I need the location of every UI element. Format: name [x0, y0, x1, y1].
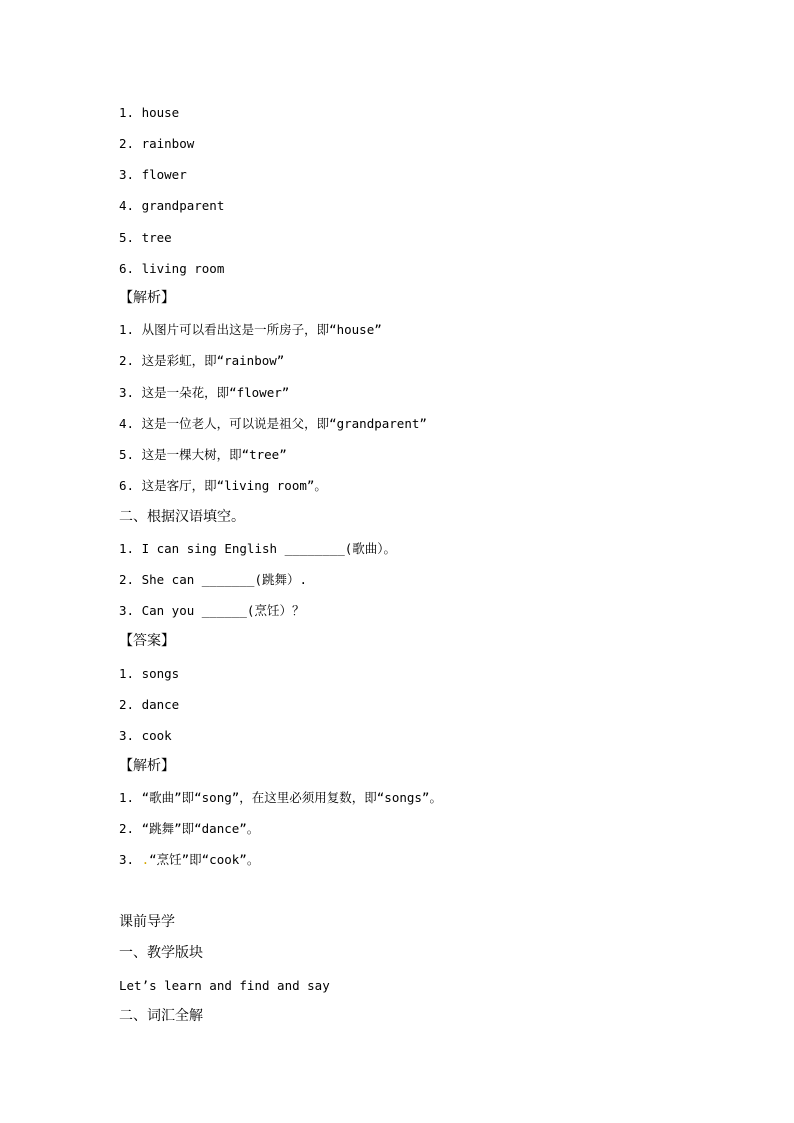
analysis-line: 3. 这是一朵花，即“flower”: [119, 385, 290, 400]
analysis-line: 1. 从图片可以看出这是一所房子，即“house”: [119, 322, 382, 337]
vocab-title: 二、词汇全解: [119, 1008, 203, 1024]
item-text: “烹饪”即“cook”。: [149, 852, 260, 867]
question-line: 2. She can _______(跳舞）.: [119, 572, 308, 587]
analysis-line: 5. 这是一棵大树，即“tree”: [119, 447, 287, 462]
analysis-line: [119, 852, 259, 868]
answer-line: 2. rainbow: [119, 136, 195, 151]
question-line: 3. Can you ______(烹饪）？: [119, 603, 305, 618]
answer-line: 3. cook: [119, 728, 172, 743]
analysis-heading: 【解析】: [119, 290, 175, 306]
analysis-line: 1. “歌曲”即“song”，在这里必须用复数，即“songs”。: [119, 790, 442, 805]
answer-line: 2. dance: [119, 697, 180, 712]
answer-line: 6. living room: [119, 261, 225, 276]
answer-line: 1. house: [119, 105, 180, 120]
item-number: 3.: [119, 852, 142, 867]
answer-line: 4. grandparent: [119, 198, 225, 213]
analysis-line: 2. 这是彩虹，即“rainbow”: [119, 353, 285, 368]
teaching-block-content: Let’s learn and find and say: [119, 978, 330, 993]
answer-line: 5. tree: [119, 230, 172, 245]
teaching-block-title: 一、教学版块: [119, 945, 203, 961]
analysis-line: 6. 这是客厅，即“living room”。: [119, 478, 327, 493]
analysis-line: 2. “跳舞”即“dance”。: [119, 821, 260, 836]
answer-line: 1. songs: [119, 666, 180, 681]
preview-title: 课前导学: [119, 914, 175, 930]
section-title: 二、根据汉语填空。: [119, 509, 245, 525]
answer-line: 3. flower: [119, 167, 187, 182]
stray-dot: .: [141, 852, 150, 867]
analysis-heading: 【解析】: [119, 758, 175, 774]
answer-heading: 【答案】: [119, 633, 175, 649]
question-line: 1. I can sing English ________(歌曲）。: [119, 541, 397, 556]
analysis-line: 4. 这是一位老人，可以说是祖父，即“grandparent”: [119, 416, 427, 431]
